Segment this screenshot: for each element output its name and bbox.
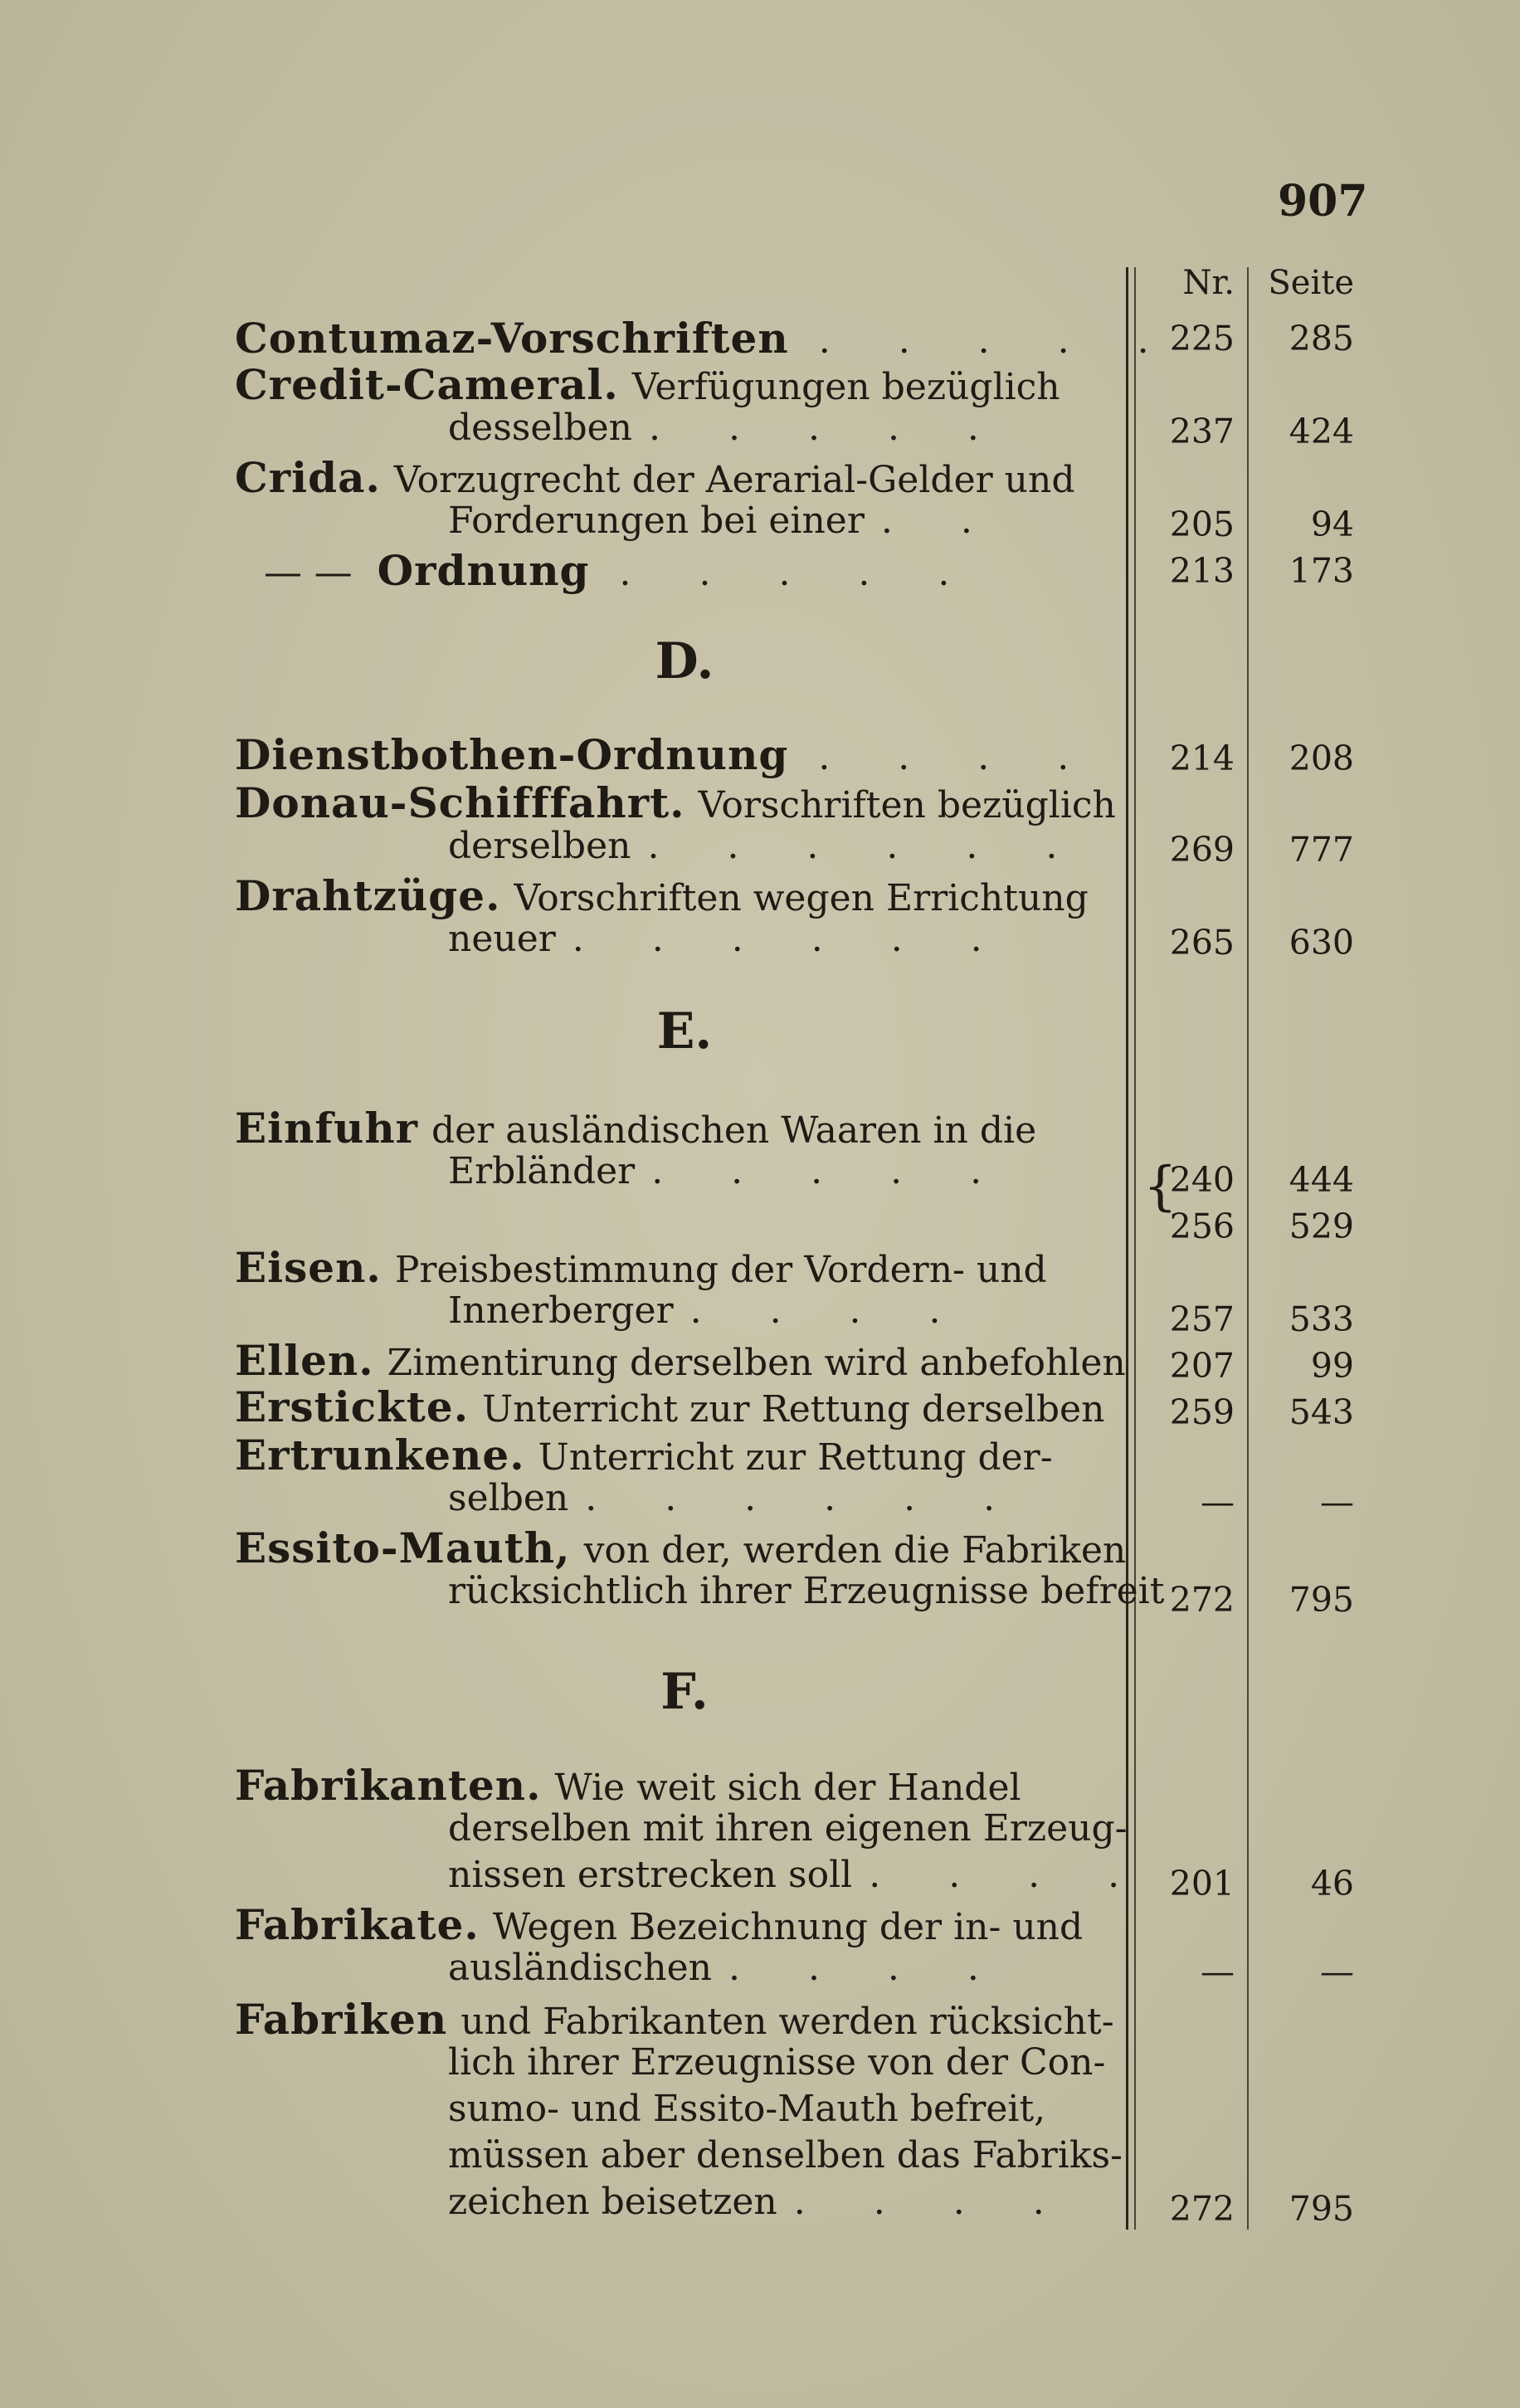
section-letter-e: E. [656, 1002, 713, 1060]
header-nr: Nr. [1182, 264, 1235, 302]
entry-continuation [448, 918, 1123, 964]
leader-dots: . . . . . . [572, 918, 1011, 960]
entry-continuation [448, 1477, 1123, 1523]
index-entry [235, 360, 1123, 407]
continuation-text: nissen erstrecken soll [448, 1854, 853, 1896]
entry-seite: 529 [1289, 1206, 1354, 1246]
entry-nr: 205 [1169, 505, 1235, 544]
entry-description: Wegen Bezeichnung der in- und [492, 1906, 1084, 1948]
continuation-text: lich ihrer Erzeugnisse von der Con- [448, 2041, 1106, 2084]
entry-continuation [448, 2041, 1123, 2088]
entry-term: Crida. [235, 453, 381, 502]
index-entry [235, 1382, 1123, 1429]
entry-continuation [448, 2181, 1123, 2227]
entry-continuation [448, 1807, 1128, 1854]
index-entry [235, 778, 1123, 825]
page-number: 907 [1278, 176, 1368, 227]
entry-nr: 237 [1169, 412, 1235, 451]
leader-dots: . . . . . [619, 552, 978, 594]
continuation-text: selben [448, 1477, 569, 1519]
entry-term: Essito-Mauth, [235, 1523, 571, 1572]
entry-description: Vorschriften bezüglich [698, 784, 1116, 826]
column-rule-middle [1247, 267, 1249, 2230]
index-entry [235, 1336, 1126, 1385]
entry-term: Credit-Cameral. [235, 360, 619, 409]
continuation-text: neuer [448, 918, 556, 960]
entry-nr: 213 [1169, 551, 1235, 591]
index-entry [235, 1995, 1123, 2044]
entry-seite: 543 [1289, 1392, 1354, 1432]
entry-term: Ellen. [235, 1336, 374, 1385]
entry-nr: 272 [1169, 2189, 1235, 2229]
entry-continuation [448, 1289, 1123, 1336]
continuation-text: derselben [448, 825, 631, 867]
entry-nr: 240 [1169, 1160, 1235, 1200]
leader-dots: . . [880, 500, 1001, 542]
entry-continuation [448, 1947, 1123, 1993]
entry-continuation [448, 1150, 1123, 1197]
entry-seite: 444 [1289, 1160, 1354, 1200]
entry-seite: 424 [1289, 412, 1354, 451]
entry-continuation [448, 1854, 1148, 1900]
entry-term: Fabrikanten. [235, 1761, 542, 1810]
leader-dots: . . . . [793, 2181, 1073, 2223]
index-entry [264, 546, 1152, 595]
entry-term: Dienstbothen-Ordnung [235, 730, 789, 779]
index-entry [235, 1104, 1123, 1153]
entry-description: Verfügungen bezüglich [631, 366, 1060, 408]
entry-nr: 225 [1169, 319, 1235, 358]
section-letter-f: F. [660, 1663, 709, 1721]
leader-dots: . . . . . . [647, 825, 1086, 867]
continuation-text: desselben [448, 407, 633, 449]
entry-term: Contumaz-Vorschriften [235, 314, 789, 363]
entry-seite: 777 [1289, 830, 1354, 870]
index-entry [235, 1523, 1127, 1572]
leader-dots: . . . . . . [585, 1477, 1024, 1519]
entry-term: Erstickte. [235, 1382, 470, 1431]
entry-seite: — [1320, 1952, 1354, 1991]
index-entry [235, 453, 1123, 500]
continuation-text: Innerberger [448, 1289, 674, 1332]
entry-description: Wie weit sich der Handel [554, 1767, 1021, 1809]
entry-term: Ordnung [377, 546, 590, 595]
entry-nr: 207 [1169, 1346, 1235, 1386]
entry-description: Unterricht zur Rettung derselben [482, 1388, 1105, 1431]
entry-seite: 208 [1289, 738, 1354, 778]
section-letter-d: D. [655, 632, 714, 690]
index-entry [235, 314, 1177, 363]
index-entry [235, 1761, 1123, 1810]
entry-continuation [448, 500, 1123, 546]
leader-dots: . . . . [728, 1947, 1007, 1989]
entry-description: Zimentirung derselben wird anbefohlen [387, 1342, 1126, 1384]
entry-term: Ertrunkene. [235, 1431, 525, 1479]
entry-seite: 795 [1289, 1580, 1354, 1620]
entry-nr: 265 [1169, 923, 1235, 963]
index-entry [235, 1243, 1123, 1292]
entry-nr: 256 [1169, 1206, 1235, 1246]
leader-dots: . . . . . [649, 407, 1007, 449]
entry-nr: 272 [1169, 1580, 1235, 1620]
entry-nr: — [1201, 1482, 1235, 1522]
entry-seite: 94 [1310, 505, 1354, 544]
continuation-text: ausländischen [448, 1947, 712, 1989]
entry-term: Fabrikate. [235, 1900, 480, 1949]
entry-description: Vorschriften wegen Errichtung [514, 877, 1089, 919]
continuation-text: müssen aber denselben das Fabriks- [448, 2134, 1123, 2176]
leader-dots: . . . . [689, 1289, 969, 1332]
entry-description: und Fabrikanten werden rücksicht- [460, 2001, 1114, 2043]
entry-term: Einfuhr [235, 1104, 419, 1153]
index-entry [235, 871, 1123, 918]
continuation-text: Forderungen bei einer [448, 500, 865, 542]
entry-continuation [448, 1570, 1165, 1616]
entry-continuation [448, 407, 1123, 453]
entry-nr: 259 [1169, 1392, 1235, 1432]
continuation-text: derselben mit ihren eigenen Erzeug- [448, 1807, 1128, 1850]
entry-continuation [448, 2088, 1123, 2134]
continuation-text: zeichen beisetzen [448, 2181, 777, 2223]
header-seite: Seite [1268, 264, 1354, 302]
leader-dots: . . . . [818, 736, 1098, 778]
entry-seite: 630 [1289, 923, 1354, 963]
continuation-text: sumo- und Essito-Mauth befreit, [448, 2088, 1046, 2130]
entry-seite: — [1320, 1482, 1354, 1522]
entry-seite: 795 [1289, 2189, 1354, 2229]
leader-dots: . . . . . [818, 319, 1177, 362]
entry-term: Drahtzüge. [235, 871, 501, 920]
entry-description: Unterricht zur Rettung der- [538, 1436, 1053, 1479]
entry-nr: — [1201, 1952, 1235, 1991]
entry-description: Vorzugrecht der Aerarial-Gelder und [393, 459, 1075, 501]
entry-term: Donau-Schifffahrt. [235, 778, 685, 827]
entry-seite: 173 [1289, 551, 1354, 591]
entry-seite: 46 [1310, 1864, 1354, 1903]
index-entry [235, 730, 1123, 777]
entry-nr: 201 [1169, 1864, 1235, 1903]
entry-term: Eisen. [235, 1243, 382, 1292]
index-entry [235, 1431, 1123, 1477]
entry-continuation [448, 2134, 1123, 2181]
entry-nr: 214 [1169, 738, 1235, 778]
entry-description: Preisbestimmung der Vordern- und [394, 1249, 1047, 1291]
leader-dots: . . . . [869, 1854, 1148, 1896]
repeat-dash: — — [264, 549, 353, 594]
entry-seite: 99 [1310, 1346, 1354, 1386]
entry-term: Fabriken [235, 1995, 448, 2044]
brace: { [1143, 1156, 1177, 1217]
continuation-text: rücksichtlich ihrer Erzeugnisse befreit [448, 1570, 1165, 1612]
entry-seite: 285 [1289, 319, 1354, 358]
entry-seite: 533 [1289, 1299, 1354, 1339]
entry-description: von der, werden die Fabriken [583, 1529, 1127, 1572]
entry-continuation [448, 825, 1123, 871]
entry-nr: 257 [1169, 1299, 1235, 1339]
entry-nr: 269 [1169, 830, 1235, 870]
leader-dots: . . . . . [651, 1150, 1011, 1192]
index-entry [235, 1900, 1123, 1947]
entry-description: der ausländischen Waaren in die [431, 1109, 1037, 1152]
continuation-text: Erbländer [448, 1150, 636, 1192]
